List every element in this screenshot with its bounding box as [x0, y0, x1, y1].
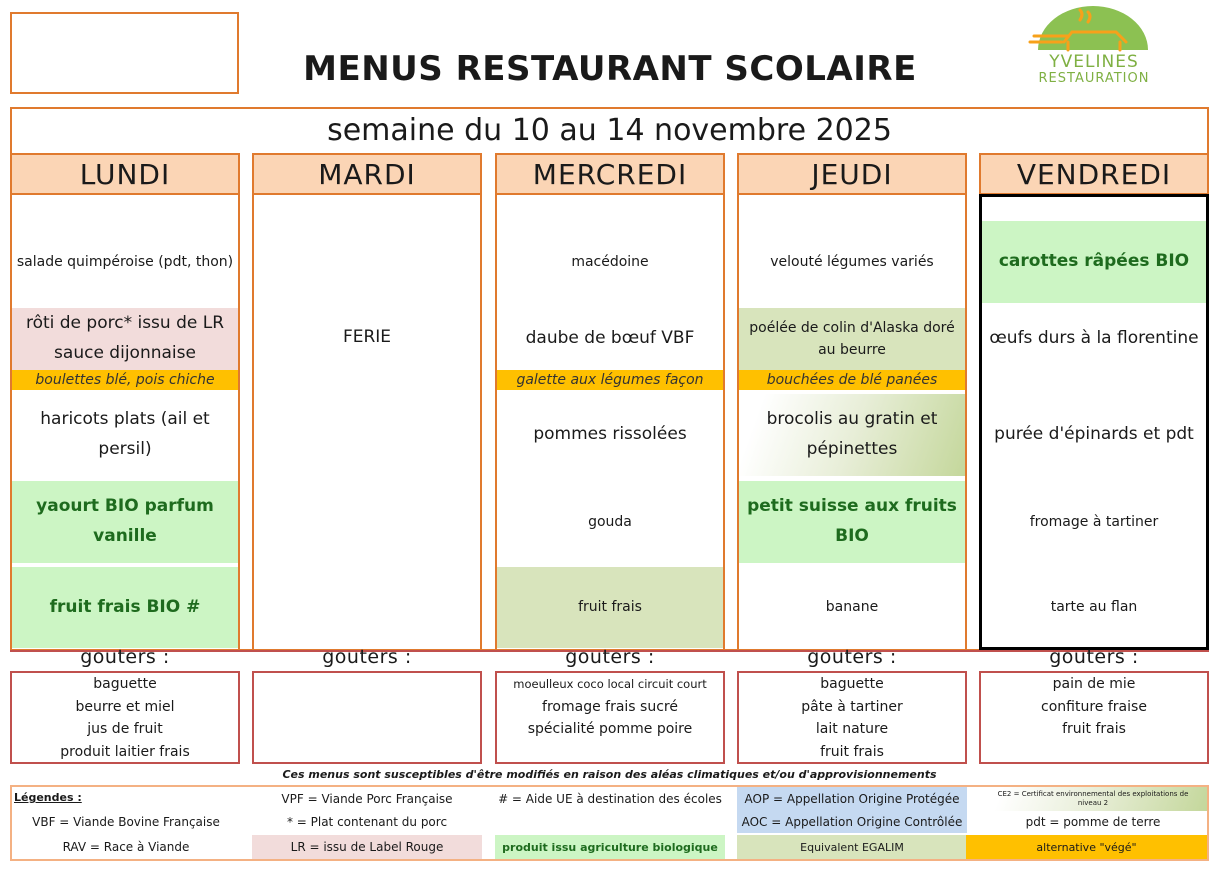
lundi-veg-alternative: boulettes blé, pois chiche — [12, 370, 238, 390]
vendredi-starter: carottes râpées BIO — [982, 221, 1206, 303]
vendredi-side: purée d'épinards et pdt — [994, 424, 1194, 445]
mercredi-main: daube de bœuf VBF — [525, 328, 695, 349]
snack-item: moeulleux coco local circuit court — [513, 677, 707, 691]
legend-aop: AOP = Appellation Origine Protégée — [737, 787, 967, 811]
logo-placeholder-box — [10, 12, 239, 94]
legend-pdt: pdt = pomme de terre — [1025, 815, 1161, 829]
gouters-title-jeudi: gouters : — [807, 646, 897, 668]
disclaimer-note: Ces menus sont susceptibles d'être modifiés en raison des aléas climatiques et/ou d'approvisionnements — [282, 767, 937, 781]
jeudi-starter: velouté légumes variés — [770, 253, 934, 270]
snack-item: lait nature — [815, 721, 889, 738]
day-header-lundi: LUNDI — [10, 153, 240, 195]
vendredi-dessert: tarte au flan — [1050, 599, 1138, 616]
snack-box-jeudi — [737, 671, 967, 764]
gouters-title-vendredi: gouters : — [1049, 646, 1139, 668]
snack-box-vendredi — [979, 671, 1209, 764]
legend-vpf: VPF = Viande Porc Française — [281, 792, 453, 806]
legend-aoc: AOC = Appellation Origine Contrôlée — [737, 811, 967, 833]
legend-lr: LR = issu de Label Rouge — [252, 835, 482, 859]
page-title: MENUS RESTAURANT SCOLAIRE — [303, 49, 917, 89]
gouters-title-mardi: gouters : — [322, 646, 412, 668]
snack-item: baguette — [820, 676, 884, 692]
legend-vege: alternative "végé" — [966, 835, 1207, 859]
day-header-mardi: MARDI — [252, 153, 482, 195]
lundi-dairy: yaourt BIO parfum vanille — [12, 481, 238, 563]
lundi-side: haricots plats (ail et persil) — [40, 409, 210, 459]
mercredi-dessert: fruit frais — [497, 567, 723, 648]
vendredi-main: œufs durs à la florentine — [989, 328, 1199, 349]
vendredi-dairy: fromage à tartiner — [1029, 513, 1159, 530]
snack-item: fromage frais sucré — [542, 698, 678, 715]
jeudi-dessert: banane — [825, 599, 879, 616]
vendredi-highlight-frame — [979, 194, 1209, 650]
snack-item: spécialité pomme poire — [527, 721, 693, 738]
snack-item: jus de fruit — [87, 721, 163, 738]
legend-porc: * = Plat contenant du porc — [286, 815, 448, 829]
snack-item: beurre et miel — [75, 698, 175, 715]
legend-vbf: VBF = Viande Bovine Française — [32, 815, 220, 829]
legend-title: Légendes : — [14, 791, 82, 804]
snack-item: fruit frais — [820, 744, 884, 761]
column-mardi — [252, 194, 482, 650]
legend-rav: RAV = Race à Viande — [62, 840, 190, 854]
day-header-vendredi: VENDREDI — [979, 153, 1209, 195]
mardi-main: FERIE — [342, 327, 392, 348]
snack-item: pain de mie — [1052, 676, 1136, 692]
legend-hash: # = Aide UE à destination des écoles — [498, 792, 722, 806]
day-header-jeudi: JEUDI — [737, 153, 967, 195]
gouters-title-mercredi: gouters : — [565, 646, 655, 668]
mercredi-dairy: gouda — [588, 513, 632, 530]
jeudi-dairy: petit suisse aux fruits BIO — [739, 481, 965, 563]
legend-egalim: Equivalent EGALIM — [737, 835, 967, 859]
snack-box-lundi — [10, 671, 240, 764]
mercredi-starter: macédoine — [571, 253, 649, 270]
mercredi-side: pommes rissolées — [533, 424, 687, 445]
mercredi-veg-alternative: galette aux légumes façon — [497, 370, 723, 390]
week-title: semaine du 10 au 14 novembre 2025 — [327, 112, 892, 148]
jeudi-side: brocolis au gratin et pépinettes — [739, 394, 965, 476]
gouters-title-lundi: gouters : — [80, 646, 170, 668]
day-header-mercredi: MERCREDI — [495, 153, 725, 195]
snack-box-mardi — [252, 671, 482, 764]
legend-bio: produit issu agriculture biologique — [495, 835, 725, 859]
snack-item: fruit frais — [1062, 721, 1126, 738]
lundi-starter: salade quimpéroise (pdt, thon) — [16, 253, 234, 270]
lundi-main: rôti de porc* issu de LR sauce dijonnaise — [12, 308, 238, 370]
snack-item: confiture fraise — [1041, 698, 1147, 715]
logo-text-yvelines: YVELINES — [1049, 52, 1139, 72]
jeudi-veg-alternative: bouchées de blé panées — [739, 370, 965, 390]
snack-box-mercredi — [495, 671, 725, 764]
logo-text-restauration: RESTAURATION — [1038, 71, 1150, 86]
snack-item: pâte à tartiner — [801, 698, 903, 715]
snack-item: produit laitier frais — [60, 744, 190, 761]
legend-ce2: CE2 = Certificat environnemental des exploitations de niveau 2 — [979, 787, 1207, 811]
lundi-dessert: fruit frais BIO # — [12, 567, 238, 648]
snack-item: baguette — [93, 676, 157, 692]
jeudi-main: poélée de colin d'Alaska doré au beurre — [739, 308, 965, 370]
